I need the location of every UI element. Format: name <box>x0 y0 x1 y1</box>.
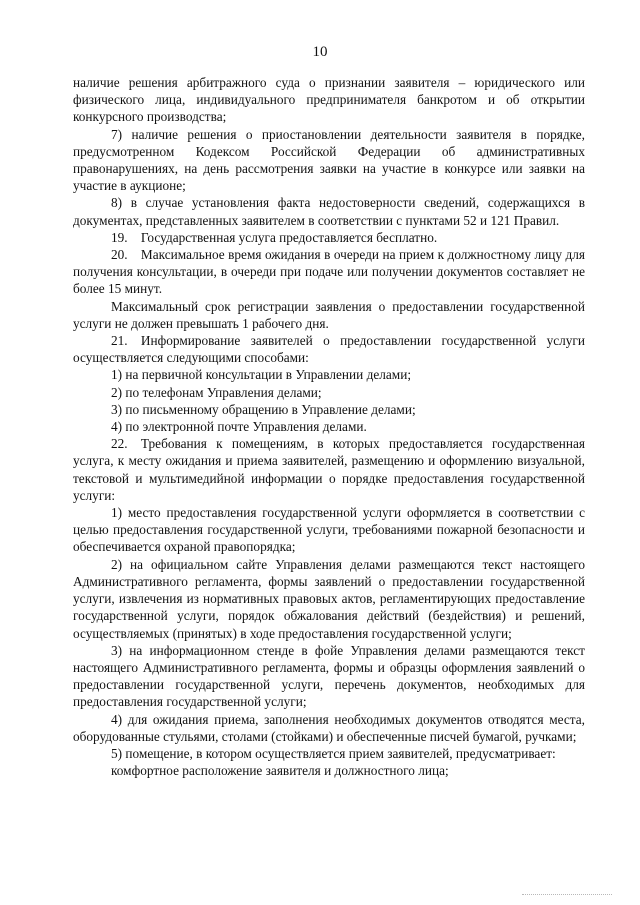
list-item-written-request: 3) по письменному обращению в Управление делами; <box>111 401 416 417</box>
paragraph-section-21: 21. Информирование заявителей о предоставлении государственной услуги осуществляется следующими способами: <box>73 333 585 366</box>
paragraph-registration-term: Максимальный срок регистрации заявления о предоставлении государственной услуги не должен превышать 1 рабочего дня. <box>73 298 585 331</box>
paragraph-bankruptcy-clause: наличие решения арбитражного суда о признании заявителя – юридического или физического лица, индивидуального предпринимателя банкротом и об открытии конкурсного производства; <box>73 75 585 125</box>
scan-artifact <box>522 891 612 895</box>
list-item-info-stand: 3) на информационном стенде в фойе Управления делами размещаются текст настоящего Административного регламента, формы и образцы оформления заявлений о предоставлении государственной услуги, перечень документов, необходимых для предоставления государственной услуги; <box>73 642 585 710</box>
paragraph-comfortable-placement: комфортное расположение заявителя и должностного лица; <box>111 763 449 779</box>
paragraph-item-7: 7) наличие решения о приостановлении деятельности заявителя в порядке, предусмотренном Кодексом Российской Федерации об административных правонарушениях, на день рассмотрения заявки на участие в конкурсе или заявки на участие в аукционе; <box>73 126 585 194</box>
page-number: 10 <box>312 44 328 60</box>
paragraph-section-20: 20. Максимальное время ожидания в очереди на прием к должностному лицу для получения консультации, в очереди при подаче или получении документов составляет не более 15 минут. <box>73 247 585 297</box>
list-item-place: 1) место предоставления государственной услуги оформляется в соответствии с целью предоставления государственной услуги, требованиями пожарной безопасности и обеспечивается охраной правопорядка; <box>73 505 585 555</box>
list-item-website: 2) на официальном сайте Управления делами размещаются текст настоящего Административного регламента, формы заявлений о предоставлении государственной услуги, извлечения из нормативных правовых актов, регламентирующих предоставление государственной услуги, порядок обжалования действий (бездействия) и решений, осуществляемых (принятых) в ходе предоставления государственной услуги; <box>73 556 585 641</box>
paragraph-section-19: 19. Государственная услуга предоставляется бесплатно. <box>111 229 438 245</box>
list-item-phone: 2) по телефонам Управления делами; <box>111 384 322 400</box>
list-item-email: 4) по электронной почте Управления делами. <box>111 419 367 435</box>
paragraph-item-8: 8) в случае установления факта недостоверности сведений, содержащихся в документах, представленных заявителем в соответствии с пунктами 52 и 121 Правил. <box>73 195 585 228</box>
list-item-waiting-area: 4) для ожидания приема, заполнения необходимых документов отводятся места, оборудованные стульями, столами (стойками) и обеспеченные писчей бумагой, ручками; <box>73 711 585 744</box>
list-item-premises: 5) помещение, в котором осуществляется прием заявителей, предусматривает: <box>111 745 556 761</box>
document-body <box>73 74 585 779</box>
list-item-consultation: 1) на первичной консультации в Управлении делами; <box>111 367 412 383</box>
paragraph-section-22: 22. Требования к помещениям, в которых предоставляется государственная услуга, к месту ожидания и приема заявителей, размещению и оформлению визуальной, текстовой и мультимедийной информации о порядке предоставления государственной услуги: <box>73 436 585 503</box>
